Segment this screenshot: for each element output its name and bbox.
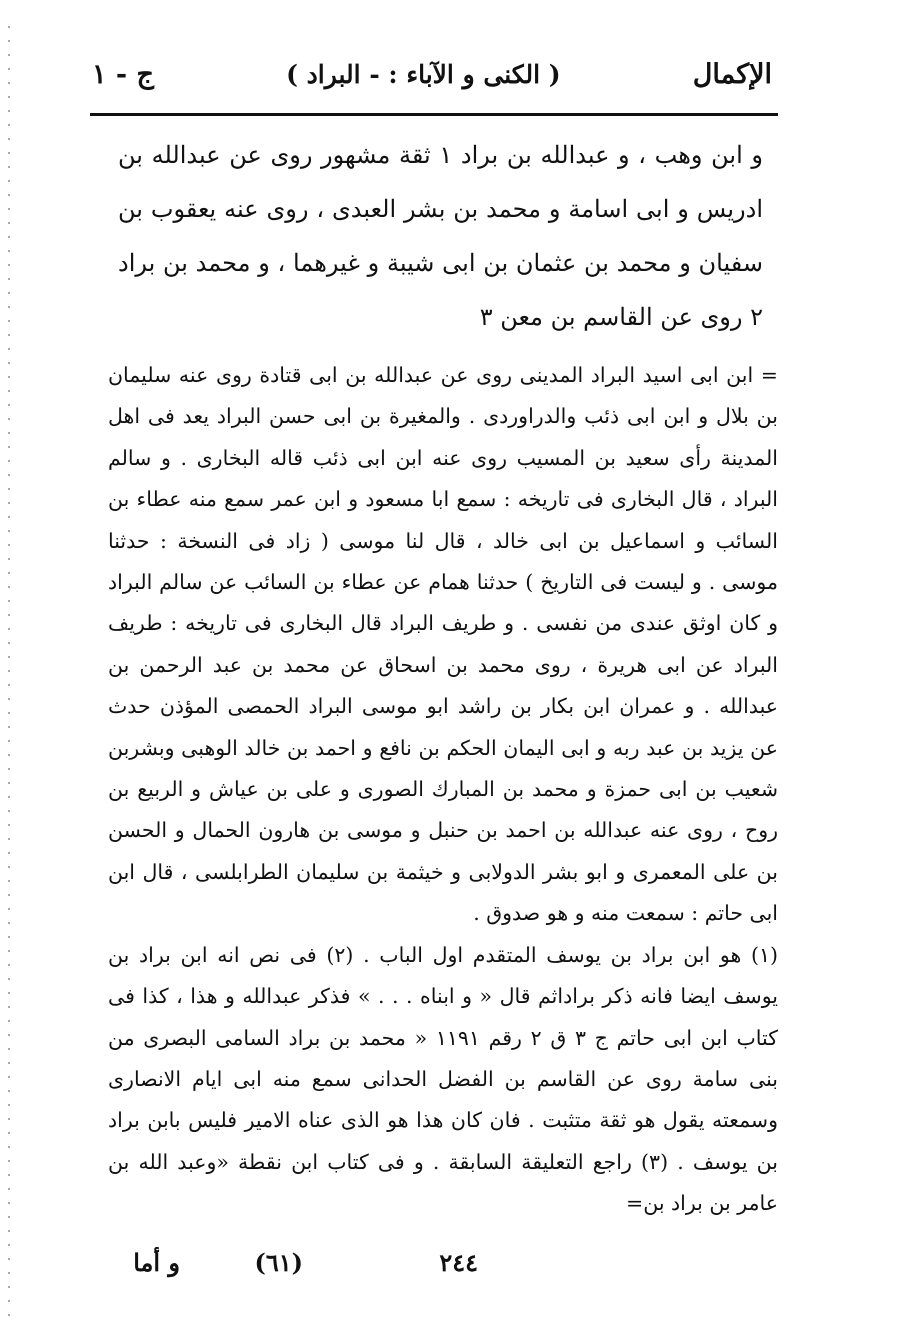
page-number: ٢٤٤ (439, 1248, 478, 1277)
header-book-title: الإكمال (692, 58, 772, 90)
notes-continued-paragraph: = ابن ابى اسيد البراد المدينى روى عن عبدالله بن ابى قتادة روى عنه سليمان بن بلال و ابن ابى ذئب والدراوردى . والمغيرة بن ابى حسن البراد يعد فى اهل المدينة رأى سعيد بن المسيب روى عنه ابن ابى ذئب قاله البخارى . و سالم البراد ، قال البخارى فى تاريخه : سمع ابا مسعود و ابن عمر سمع منه عطاء بن السائب و اسماعيل بن ابى خالد ، قال لنا موسى ( زاد فى النسخة : حدثنا موسى . و ليست فى التاريخ ) حدثنا همام عن عطاء بن السائب عن سالم البراد و كان اوثق عندى من نفسى . و طريف البراد قال البخارى فى تاريخه : طريف البراد عن ابى هريرة ، روى محمد بن اسحاق عن محمد بن عبد الرحمن بن عبدالله . و عمران ابن بكار بن راشد ابو موسى البراد الحمصى المؤذن حدث عن يزيد بن عبد ربه و ابى اليمان الحكم بن نافع و احمد بن خالد الوهبى وبشربن شعيب بن ابى حمزة و محمد بن المبارك الصورى و على بن عياش و الربيع بن روح ، روى عنه عبدالله بن احمد بن حنبل و موسى بن هارون الحمال و الحسن بن على المعمرى و ابو بشر الدولابى و خيثمة بن سليمان الطرابلسى ، قال ابن ابى حاتم : سمعت منه و هو صدوق . (108, 363, 778, 926)
footnotes-paragraph: (١) هو ابن براد بن يوسف المتقدم اول الباب . (٢) فى نص انه ابن براد بن يوسف ايضا فانه ذكر براداثم قال « و ابناه . . . » فذكر عبدالله و هذا ، كذا فى كتاب ابن ابى حاتم ج ٣ ق ٢ رقم ١١٩١ « محمد بن براد السامى البصرى من بنى سامة روى عن القاسم بن الفضل الحدانى سمع منه ابى ايام الانصارى وسمعته يقول هو ثقة متثبت . فان كان هذا هو الذى عناه الامير فليس بابن براد بن يوسف . (٣) راجع التعليقة السابقة . و فى كتاب ابن نقطة «وعبد الله بن عامر بن براد بن= (108, 942, 778, 1216)
page-number-alt: (٦١) (254, 1248, 303, 1277)
page-footer (128, 1248, 758, 1288)
main-paragraph: و ابن وهب ، و عبدالله بن براد ١ ثقة مشهور روى عن عبدالله بن ادريس و ابى اسامة و محمد بن بشر العبدى ، روى عنه يعقوب بن سفيان و محمد بن عثمان بن ابى شيبة و غيرهما ، و محمد بن براد ٢ روى عن القاسم بن معن ٣ (118, 141, 764, 331)
header-volume: ج - ١ (92, 58, 154, 90)
notes-block (108, 355, 778, 1225)
catchword: و أما (133, 1248, 180, 1277)
header-section-title: ( الكنى و الآباء : - البراد ) (286, 59, 561, 89)
running-header (92, 52, 772, 96)
header-rule (90, 113, 778, 116)
main-text-block (118, 128, 763, 344)
binding-edge-dots (8, 20, 10, 1320)
